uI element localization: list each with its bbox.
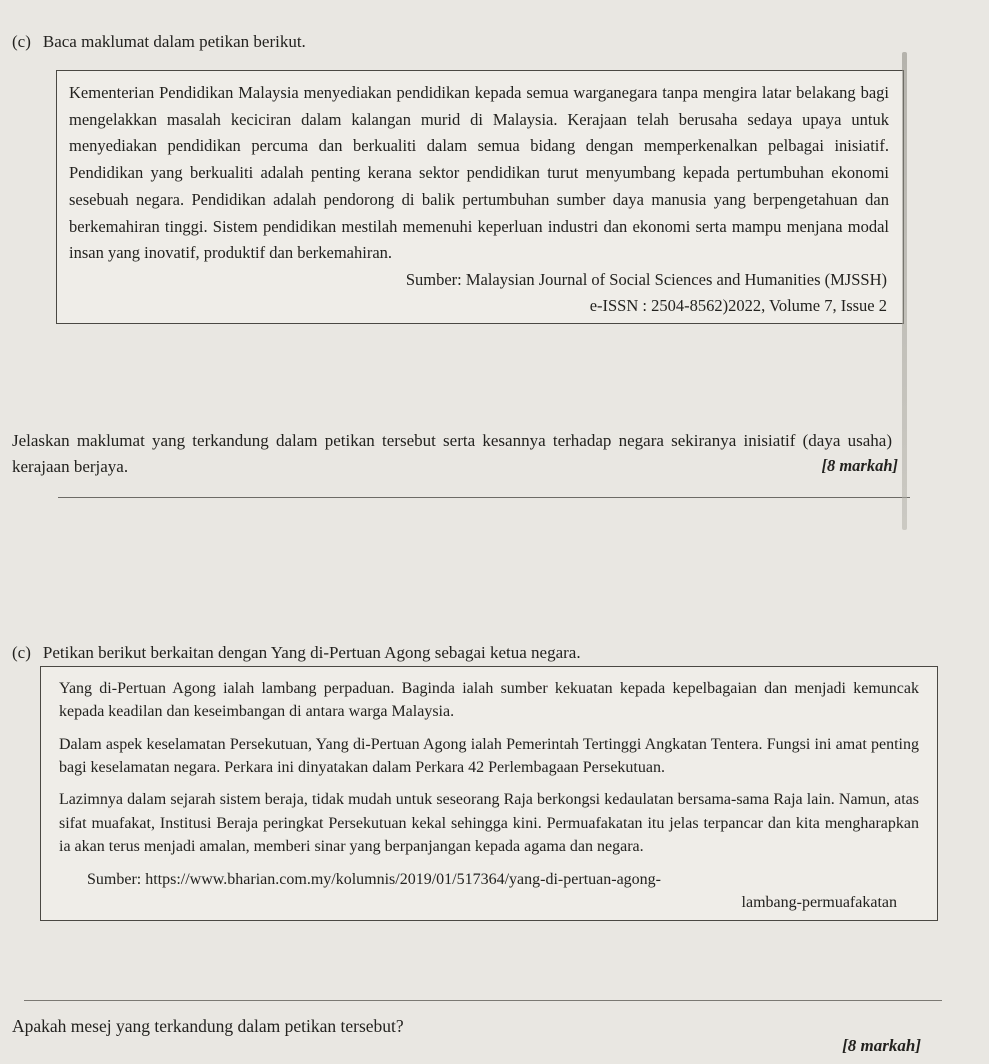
answer-separator-line xyxy=(58,497,910,498)
section2-separator-line xyxy=(24,1000,942,1001)
section1-instruction xyxy=(12,30,306,54)
section2-instruction-text: Petikan berikut berkaitan dengan Yang di-Pertuan Agong sebagai ketua negara. xyxy=(42,643,581,662)
section2-instruction xyxy=(12,641,581,665)
page-edge-shadow xyxy=(902,52,907,530)
section1-instruction-text: Baca maklumat dalam petikan berikut. xyxy=(42,32,306,51)
section1-label: (c) xyxy=(12,32,31,51)
passage-box-education xyxy=(56,70,904,324)
question1-marks: [8 markah] xyxy=(821,456,898,475)
passage-paragraph: Lazimnya dalam sejarah sistem beraja, tidak mudah untuk seseorang Raja berkongsi kedaulatan bersama-sama Raja lain. Namun, atas sifat muafakat, Institusi Beraja peringkat Persekutuan kekal sehingga kini. Permuafakatan itu jelas terpancar dan kita mengharapkan ia akan terus menjadi amalan, memberi sinar yang berpanjangan kepada agama dan negara. xyxy=(59,791,919,856)
question2-marks: [8 markah] xyxy=(842,1036,921,1055)
section2-label: (c) xyxy=(12,643,31,662)
question1-row xyxy=(12,428,898,481)
question2-row xyxy=(12,1013,912,1040)
source-line-url-continued: lambang-permuafakatan xyxy=(741,893,897,911)
source-line-journal: Sumber: Malaysian Journal of Social Sciences and Humanities (MJSSH) xyxy=(405,270,887,290)
passage-box-agong xyxy=(40,666,938,921)
question2-text: Apakah mesej yang terkandung dalam petikan tersebut? xyxy=(12,1016,404,1036)
passage-text-education: Kementerian Pendidikan Malaysia menyediakan pendidikan kepada semua warganegara tanpa mengira latar belakang bagi mengelakkan masalah keciciran dalam kalangan murid di Malaysia. Kerajaan telah berusaha sedaya upaya untuk menyediakan pendidikan percuma dan berkualiti dalam semua bidang dengan memperkenalkan pelbagai inisiatif. Pendidikan yang berkualiti adalah penting kerana sektor pendidikan turut menyumbang kepada pertumbuhan ekonomi sesebuah negara. Pendidikan adalah pendorong di balik pertumbuhan sumber daya manusia yang berpengetahuan dan berkemahiran tinggi. Sistem pendidikan mestilah memenuhi keperluan industri dan ekonomi serta mampu menjana modal insan yang inovatif, produktif dan berkemahiran. xyxy=(69,83,889,263)
source-line-url: Sumber: https://www.bharian.com.my/kolumnis/2019/01/517364/yang-di-pertuan-agong- xyxy=(87,870,661,888)
passage-paragraph: Dalam aspek keselamatan Persekutuan, Yang di-Pertuan Agong ialah Pemerintah Tertinggi Angkatan Tentera. Fungsi ini amat penting bagi keselamatan negara. Perkara ini dinyatakan dalam Perkara 42 Perlembagaan Persekutuan. xyxy=(59,735,919,777)
source-line-issn: e-ISSN : 2504-8562)2022, Volume 7, Issue 2 xyxy=(589,295,887,315)
passage-paragraph: Yang di-Pertuan Agong ialah lambang perpaduan. Baginda ialah sumber kekuatan kepada kepelbagaian dan menjadi kemuncak kepada keadilan dan keseimbangan di antara warga Malaysia. xyxy=(59,680,919,721)
question1-text: Jelaskan maklumat yang terkandung dalam petikan tersebut serta kesannya terhadap negara sekiranya inisiatif (daya usaha) kerajaan berjaya. xyxy=(12,431,892,477)
